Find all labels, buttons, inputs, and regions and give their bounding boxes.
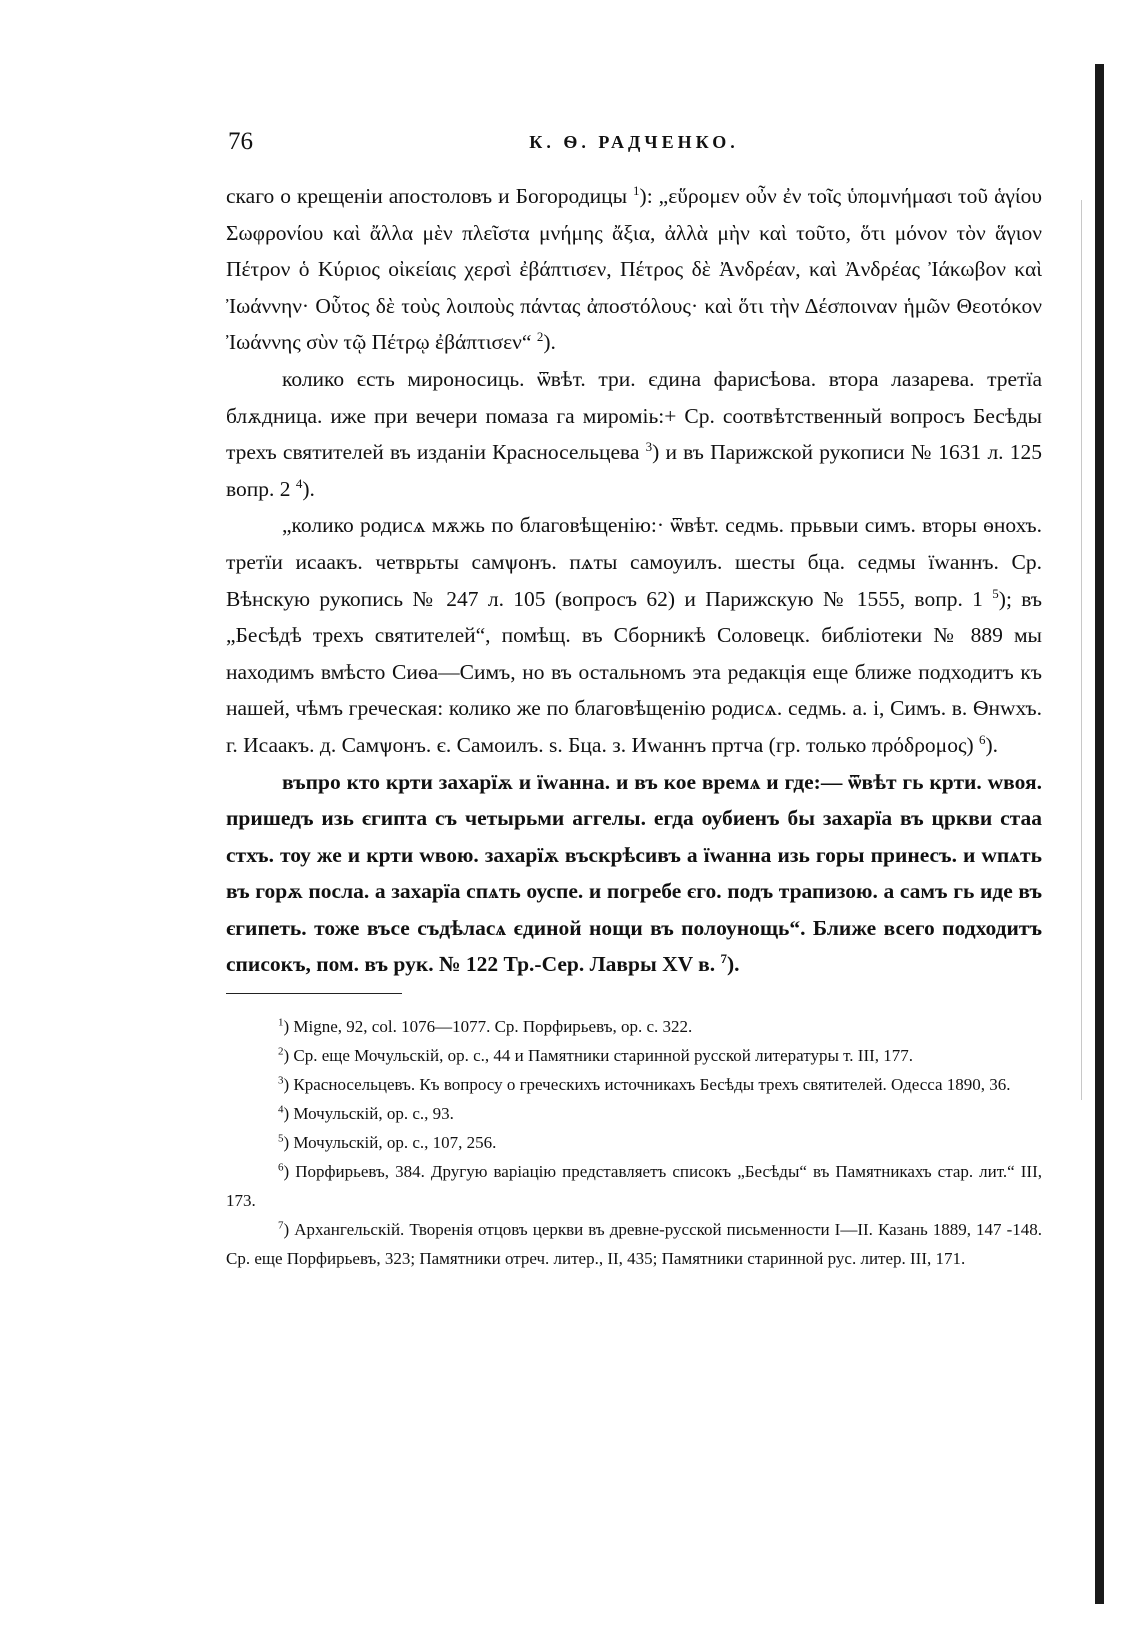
footnote-7 (226, 1215, 1042, 1273)
paragraph-4-text-a: въпро кто крти захарїѫ и їwанна. и въ кое времѧ и где:— ѿвѣт гь крти. wвоя. пришедъ изь єгипта съ четырьми аггелы. егда оубиенъ бы захарїа въ цркви стаа стхъ. тоу же и крти wвою. захарїѫ въскрѣсивъ а їwанна изь горы принесъ. и wпѧть въ горѫ посла. а захарїа спѧть оуспе. и погребе єго. подъ трапизою. а самъ гь иде въ єгипеть. тоже въсе съдѣласѧ єдиной нощи въ полоунощь“. Ближе всего подходитъ списокъ, пом. въ рук. № 122 Тр.-Сер. Лавры XV в. (226, 769, 1042, 977)
footnote-2-text: ) Ср. еще Мочульскій, op. c., 44 и Памятники старинной русской литературы т. III, 177. (283, 1046, 914, 1066)
footnote-2 (226, 1041, 1042, 1070)
footnote-6-text: ) Порфирьевъ, 384. Другую варіацію представляетъ списокъ „Бесѣды“ въ Памятникахъ стар. лит.“ III, 173. (226, 1162, 1042, 1211)
footnote-5 (226, 1128, 1042, 1157)
paragraph-3-text-c: ). (985, 732, 999, 757)
paragraph-1-text-a: скаго о крещеніи апостоловъ и Богородицы (226, 184, 634, 208)
footnote-3 (226, 1070, 1042, 1099)
footnote-ref-3: 3 (645, 439, 653, 454)
paragraph-3-text-b: ); въ „Бесѣдѣ трехъ святителей“, помѣщ. въ Сборникѣ Соловецк. библіотеки № 889 мы находимъ вмѣсто Сиѳа—Симъ, но въ остальномъ эта редакція еще ближе подходитъ къ нашей, чѣмъ греческая: колико же по благовѣщенію родисѧ. седмь. а. і, Симъ. в. Ѳнwхъ. г. Исаакъ. д. Самѱонъ. є. Самоилъ. ѕ. Бца. з. Иwаннъ пртча (гр. только πρόδρομος) (226, 586, 1042, 757)
paragraph-4-text-b: ). (727, 952, 740, 977)
footnote-4 (226, 1099, 1042, 1128)
paragraph-3-text-a: „колико родисѧ мѫжь по благовѣщенію:· ѿвѣт. седмь. прьвыи симъ. вторы ѳнохъ. третїи исаакъ. четврьты самѱонъ. пѧты самоуилъ. шесты бца. седмы їwаннъ. Ср. Вѣнскую рукопись № 247 л. 105 (вопросъ 62) и Парижскую № 1555, вопр. 1 (226, 513, 1042, 611)
page-number: 76 (228, 128, 253, 155)
footnote-ref-4: 4 (295, 475, 303, 491)
running-title: К. Ѳ. РАДЧЕНКО. (529, 132, 739, 152)
paragraph-1-text-b: ): „εὕρομεν οὖν ἐν τοῖς ὑπομνήμασι τοῦ ἁγίου Σωφρονίου καὶ ἄλλα μὲν πλεῖστα μνήμης ἄξια, ἀλλὰ μὴν καὶ τοῦτο, ὅτι μόνον τὸν ἅγιον Πέτρον ὁ Κύριος οἰκείαις χερσὶ ἐβάπτισεν, Πέτρος δὲ Ἀνδρέαν, καὶ Ἀνδρέας Ἰάκωβον καὶ Ἰωάννην· Οὗτος δὲ τοὺς λοιποὺς πάντας ἀποστόλους· καὶ ὅτι τὴν Δέσποιναν ἡμῶν Θεοτόκον Ἰωάννης σὺν τῷ Πέτρῳ ἐβάπτισεν“ (226, 184, 1043, 355)
footnote-1-number: 1 (278, 1016, 284, 1029)
footnote-ref-6: 6 (979, 731, 986, 747)
footnote-ref-5: 5 (992, 585, 999, 601)
page (226, 128, 1042, 1273)
footnote-5-number: 5 (278, 1132, 284, 1145)
paragraph-1 (226, 178, 1042, 361)
scan-edge-faint-line (1081, 200, 1082, 1100)
paragraph-2 (226, 361, 1042, 507)
footnote-5-text: ) Мочульскій, op. c., 107, 256. (283, 1133, 497, 1153)
footnote-ref-2: 2 (536, 329, 544, 345)
footnotes (226, 1012, 1042, 1273)
paragraph-4 (226, 764, 1042, 984)
running-head (226, 128, 1042, 162)
footnote-6 (226, 1157, 1042, 1215)
footnote-1-text: ) Migne, 92, col. 1076—1077. Ср. Порфирьевъ, op. c. 322. (283, 1017, 693, 1037)
body-text (226, 178, 1042, 983)
footnote-4-number: 4 (278, 1103, 284, 1116)
footnote-ref-7: 7 (720, 951, 728, 967)
paragraph-2-text-c: ). (302, 476, 315, 501)
paragraph-3 (226, 507, 1042, 763)
footnote-ref-1: 1 (633, 182, 640, 198)
paragraph-1-text-c: ). (543, 330, 556, 355)
footnote-separator (226, 993, 402, 994)
footnote-4-text: ) Мочульскій, op. c., 93. (283, 1104, 454, 1124)
scan-edge-mark (1095, 64, 1104, 1604)
footnote-6-number: 6 (278, 1161, 284, 1174)
footnote-7-text: ) Архангельскій. Творенія отцовъ церкви въ древне-русской письменности I—II. Казань 1889, 147 -148. Ср. еще Порфирьевъ, 323; Памятники отреч. литер., II, 435; Памятники старинной рус. литер. III, 171. (226, 1220, 1042, 1269)
paragraph-2-text-a: колико єсть мироносиць. ѿвѣт. три. єдина фарисѣова. втора лазарева. третїа блѫдница. иже при вечери помаза га мироміь:+ Ср. соотвѣтственный вопросъ Бесѣды трехъ святителей въ изданіи Красносельцева (226, 366, 1042, 465)
footnote-1 (226, 1012, 1042, 1041)
footnote-7-number: 7 (278, 1219, 284, 1232)
footnote-3-number: 3 (278, 1074, 284, 1087)
paragraph-2-text-b: ) и въ Парижской рукописи № 1631 л. 125 вопр. 2 (226, 440, 1042, 501)
footnote-3-text: ) Красносельцевъ. Къ вопросу о греческихъ источникахъ Бесѣды трехъ святителей. Одесса 1890, 36. (283, 1075, 1011, 1095)
footnote-2-number: 2 (278, 1045, 284, 1058)
